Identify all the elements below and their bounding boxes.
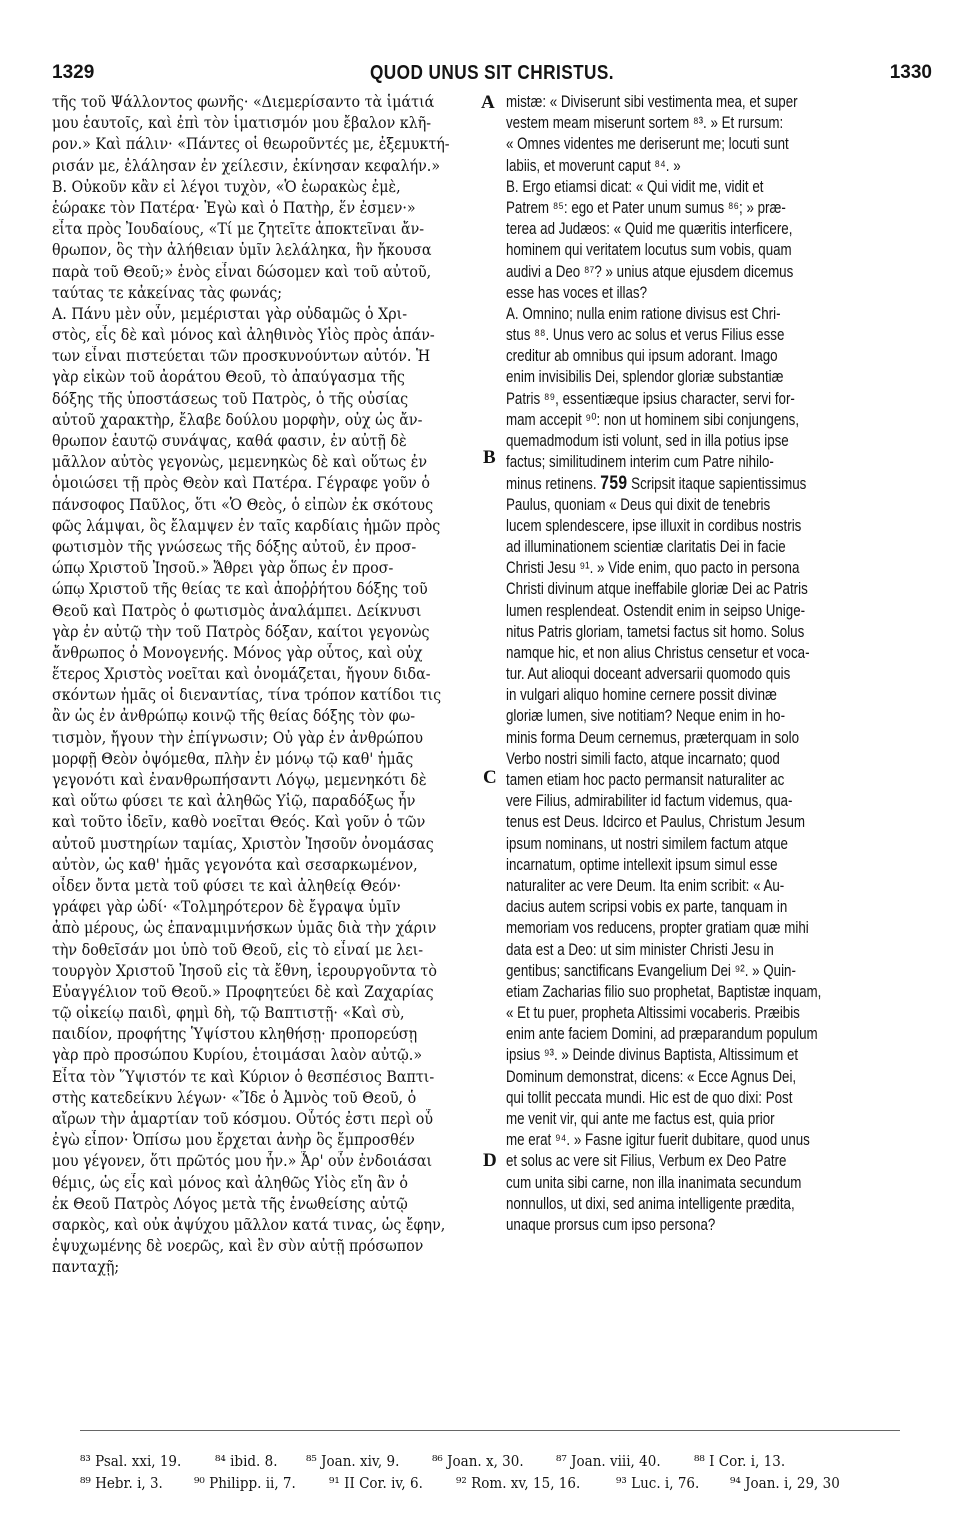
text-line-content: σαρκὸς, καὶ οὐκ ἀψύχου μᾶλλον κατά τινας, ὡς ἔφην, [52,1215,446,1234]
text-line [52,1109,480,1130]
footnotes-row-2 [80,1474,930,1492]
text-line [52,643,480,664]
text-line-content: παρὰ τοῦ Θεοῦ;» ἑνὸς εἶναι δώσομεν καὶ τοῦ αὐτοῦ, [52,262,432,281]
text-line-content: memoriam vos reducens, propter gratiam quæ mihi [506,919,809,938]
text-line-content: καὶ τοῦτο ἰδεῖν, καθὸ νοεῖται Θεός. Καὶ γοῦν ὁ τῶν [52,813,426,832]
text-line-content: σκόντων ἡμᾶς οἱ διεναντίας, τίνα τρόπον κατίδοι τις [52,686,442,705]
text-line-content: A. Omnino; nulla enim ratione divisus est Chri- [506,304,781,323]
margin-marker-b: B [483,447,496,468]
text-line [52,812,480,833]
text-line [52,558,480,579]
text-line [506,473,932,494]
footnote: ⁸⁷ Joan. viii, 40. [555,1452,661,1470]
text-line [52,749,480,770]
text-line-content: minus retinens. 759 Scripsit itaque sapientissimus [506,473,807,495]
text-line-content: « Omnes videntes me deriserunt me; locuti sunt [506,135,789,154]
text-line-content: μου γέγονεν, ὅτι πρῶτός μου ἦν.» Ἆρ' οὖν ἐνδοιάσαι [52,1152,433,1171]
footnote: ⁸⁴ ibid. 8. [214,1452,278,1470]
text-line-content: ἑώρακε τὸν Πατέρα· Ἐγὼ καὶ ὁ Πατὴρ, ἕν ἐσμεν·» [52,198,416,217]
text-line [52,262,480,283]
text-line [506,495,932,516]
text-line-content: ἐκ Θεοῦ Πατρὸς Λόγος μετὰ τῆς ἑνωθείσης αὐτῷ [52,1194,408,1213]
latin-column [506,92,932,1236]
text-line [506,622,932,643]
text-line [506,219,932,240]
text-line-content: mistæ: « Diviserunt sibi vestimenta mea, et super [506,93,798,111]
text-line-content: Patris ⁸⁹, essentiæque ipsius character, servi for- [506,389,795,408]
text-line-content: vestem meam miserunt sortem ⁸³. » Et rursum: [506,114,784,133]
text-line [506,1045,932,1066]
text-line [52,304,480,325]
text-line [506,346,932,367]
inline-page-number: 759 [600,473,628,495]
text-line [52,325,480,346]
text-line [52,1088,480,1109]
text-line [52,1130,480,1151]
footnote-rule [80,1430,900,1431]
text-line-content: ρον.» Καὶ πάλιν· «Πάντες οἱ θεωροῦντές με, ἐξεμυκτή- [52,135,450,154]
text-line [506,1173,932,1194]
text-line-content: τὴν δοθεῖσάν μοι ὑπὸ τοῦ Θεοῦ, εἰς τὸ εἶναί με λει- [52,940,424,959]
text-line [506,304,932,325]
text-line [52,1003,480,1024]
text-line [506,982,932,1003]
text-line-content: γράφει γὰρ ὡδί· «Τολμηρότερον δὲ ἔγραψα ὑμῖν [52,898,401,917]
text-line-content: τουργὸν Χριστοῦ Ἰησοῦ εἰς τὰ ἔθνη, ἱερουργοῦντα τὸ [52,961,437,980]
text-line-content: minis forma Deum cernemus, præterquam in solo [506,728,800,747]
text-line-content: Α. Πάνυ μὲν οὖν, μεμέρισται γὰρ οὐδαμῶς ὁ Χρι- [52,304,408,323]
text-line [52,537,480,558]
text-line-content: esse has voces et illas? [506,283,648,302]
text-line-content: μου ἑαυτοῖς, καὶ ἐπὶ τὸν ἱματισμόν μου ἔβαλον κλῆ- [52,114,432,133]
text-line-content: ώπῳ Χριστοῦ Ἰησοῦ.» Ἄθρει γὰρ ὅπως ἐν προσ- [52,559,394,578]
text-line [506,601,932,622]
text-line [506,643,932,664]
text-line-content: tamen etiam hoc pacto permansit naturaliter ac [506,771,785,789]
text-line [52,1067,480,1088]
text-line [52,516,480,537]
text-line-content: gloriæ lumen, sive notitiam? Neque enim in ho- [506,707,786,726]
text-line-content: in vulgari aliquo homine cernere possit divinæ [506,686,777,705]
text-line [52,982,480,1003]
text-line [52,728,480,749]
text-line-content: « Et tu puer, propheta Altissimi vocaberis. Præibis [506,1004,800,1023]
text-line-content: ad illuminationem scientiæ claritatis Dei in facie [506,537,786,556]
footnote: ⁸⁶ Joan. x, 30. [431,1452,524,1470]
text-line [506,961,932,982]
text-line [52,1024,480,1045]
margin-marker-c: C [483,767,497,788]
text-line-content: factus; similitudinem interim cum Patre nihilo- [506,453,774,472]
footnote: ⁸⁸ I Cor. i, 13. [693,1452,786,1470]
text-line-content: lumen resplendeat. Ostendit enim in seipso Unige- [506,601,806,620]
text-line-content: naturaliter ac vere Deum. Ita enim scribit: « Au- [506,876,785,895]
text-line-content: stus ⁸⁸. Unus vero ac solus et verus Filius esse [506,326,785,345]
text-line [52,1045,480,1066]
text-line-content: Christi Jesu ⁹¹. » Vide enim, quo pacto in persona [506,559,800,578]
text-line [52,198,480,219]
text-line [52,601,480,622]
text-line [506,1109,932,1130]
footnote: ⁸³ Psal. xxi, 19. [80,1452,182,1470]
text-line [506,240,932,261]
running-title: QUOD UNUS SIT CHRISTUS. [369,62,615,84]
text-line [52,1151,480,1172]
text-line-content: lucem splendescere, ipse illuxit in cordibus nostris [506,516,802,535]
page-header [52,62,932,88]
text-line [506,134,932,155]
text-line [52,410,480,431]
text-line-content: labiis, et moverunt caput ⁸⁴. » [506,156,681,175]
text-line [506,452,932,473]
text-line [52,1215,480,1236]
text-line [52,92,480,113]
text-line-content: θέμις, ὡς εἷς καὶ μόνος καὶ ἀληθῶς Υἱὸς εἴη ἂν ὁ [52,1173,409,1192]
text-line-content: ταύτας τε κἀκείνας τὰς φωνάς; [52,283,283,302]
text-line-content: στὴς κατεδείκνυ λέγων· «Ἴδε ὁ Ἀμνὸς τοῦ Θεοῦ, ὁ [52,1088,417,1107]
text-line [52,219,480,240]
text-line [52,240,480,261]
text-line-content: πανταχῇ; [52,1258,120,1277]
text-line [506,812,932,833]
page-number-right: 1330 [889,62,932,83]
text-line [506,177,932,198]
text-line-content: hominem qui veritatem locutus sum vobis, quam [506,241,792,260]
text-line-content: τῷ οἰκείῳ παιδὶ, φημὶ δὴ, τῷ Βαπτιστῇ· «Καὶ σὺ, [52,1004,405,1023]
text-line-content: τῆς τοῦ Ψάλλοντος φωνῆς· «Διεμερίσαντο τὰ ἱμάτιά [52,93,435,111]
text-line-content: data est a Deo: ut sim minister Christi Jesu in [506,940,774,959]
text-line-content: Εἶτα τὸν Ὕψιστόν τε καὶ Κύριον ὁ θεσπέσιος Βαπτι- [52,1067,435,1086]
text-line [506,918,932,939]
footnote: ⁹² Rom. xv, 15, 16. [455,1474,580,1492]
text-line [506,198,932,219]
text-line-content: mam accepit ⁹⁰: non ut hominem sibi conjungens, [506,410,800,429]
text-line [506,706,932,727]
text-line-content: ἐγὼ εἶπον· Ὀπίσω μου ἔρχεται ἀνὴρ ὃς ἔμπροσθέν [52,1131,415,1150]
text-line [52,473,480,494]
text-line-content: θρωπον ἑαυτῷ συνάψας, καθά φασιν, ἐν αὐτῇ δὲ [52,432,407,450]
text-line-content: gentibus; sanctificans Evangelium Dei ⁹². » Quin- [506,961,796,980]
text-line-content: οἶδεν ὄντα μετὰ τοῦ φύσει τε καὶ ἀληθείᾳ Θεόν· [52,876,402,895]
text-line [52,346,480,367]
text-line-content: αἴρων τὴν ἁμαρτίαν τοῦ κόσμου. Οὗτός ἐστι περὶ οὗ [52,1110,434,1128]
text-line-content: vere Filius, admirabiliter id factum videmus, qua- [506,792,793,811]
text-line-content: μορφῇ Θεὸν ὀψόμεθα, πλὴν ἐν μόνῳ τῷ καθ' ἡμᾶς [52,749,414,768]
text-line [506,1194,932,1215]
footnote: ⁹¹ II Cor. iv, 6. [329,1474,424,1492]
text-line [506,1024,932,1045]
text-line [52,283,480,304]
text-line-content: dacius autem scripsi vobis ex parte, tanquam in [506,898,788,917]
text-line [52,1194,480,1215]
text-line-content: Εὐαγγέλιον τοῦ Θεοῦ.» Προφητεύει δὲ καὶ Ζαχαρίας [52,982,434,1001]
text-line [52,706,480,727]
text-line [52,156,480,177]
text-line [506,1003,932,1024]
text-line [52,664,480,685]
text-line [506,1088,932,1109]
text-line [506,537,932,558]
text-line [506,431,932,452]
text-line [506,770,932,791]
text-line-content: παιδίον, προφήτης Ὑψίστου κληθήσῃ· προπορεύσῃ [52,1025,418,1044]
text-line-content: ἕτερος Χριστὸς νοεῖται καὶ ὀνομάζεται, ἤγουν διδα- [52,665,431,684]
text-line [52,113,480,134]
text-line [52,685,480,706]
text-line-content: enim ante faciem Domini, ad præparandum populum [506,1025,818,1044]
text-line-content: εἶτα πρὸς Ἰουδαίους, «Τί με ζητεῖτε ἀποκτεῖναι ἄν- [52,220,425,239]
text-line-content: ipsius ⁹³. » Deinde divinus Baptista, Altissimum et [506,1046,799,1065]
text-line-content: ρισάν με, ἐλάλησαν ἐν χείλεσιν, ἐκίνησαν κεφαλήν.» [52,156,441,175]
text-line [52,134,480,155]
text-line-content: enim invisibilis Dei, splendor gloriæ substantiæ [506,368,784,387]
text-line [506,685,932,706]
footnote: ⁹³ Luc. i, 76. [615,1474,699,1492]
text-line-content: αὐτοῦ μυστηρίων ταμίας, Χριστὸν Ἰησοῦν ὀνομάσας [52,834,434,853]
text-line [506,113,932,134]
text-line-content: Β. Οὐκοῦν κἂν εἰ λέγοι τυχὸν, «Ὁ ἑωρακὼς ἐμὲ, [52,177,401,196]
text-line-content: audivi a Deo ⁸⁷? » unius atque ejusdem dicemus [506,262,794,281]
text-line-content: B. Ergo etiamsi dicat: « Qui vidit me, vidit et [506,177,764,196]
text-line-content: Paulus, quoniam « Deus qui dixit de tenebris [506,495,771,514]
text-line-content: γὰρ πρὸ προσώπου Κυρίου, ἑτοιμάσαι λαὸν αὐτῷ.» [52,1046,423,1065]
text-line-content: qui tollit peccata mundi. Hic est de quo dixi: Post [506,1088,793,1107]
text-line-content: φῶς λάμψαι, ὃς ἔλαμψεν ἐν ταῖς καρδίαις ἡμῶν πρὸς [52,516,441,535]
text-line-content: ἐψυχωμένης δὲ νοερῶς, καὶ ἓν σὺν αὐτῇ πρόσωπον [52,1237,424,1256]
text-line-content: αὐτὸν, ὡς καθ' ἡμᾶς γεγονότα καὶ σεσαρκωμένον, [52,855,418,874]
text-line-content: tur. Aut alioqui doceant adversarii quomodo quis [506,665,791,684]
text-line-content: ἀπὸ μέρους, ὡς ἐπαναμιμνήσκων ὑμᾶς διὰ τὴν χάριν [52,919,437,938]
footnotes-row-1 [80,1452,930,1470]
text-line [52,940,480,961]
text-line [52,495,480,516]
text-line-content: ώπῳ Χριστοῦ τῆς θείας τε καὶ ἀποῤῥήτου δόξης τοῦ [52,580,428,599]
text-line [52,897,480,918]
text-line [52,579,480,600]
text-line-content: incarnatum, optime intellexit ipsum simul esse [506,855,778,874]
text-line [52,431,480,452]
text-line [52,389,480,410]
text-line-content: nonnullos, ut dixi, sed anima intelligente prædita, [506,1194,795,1213]
text-line-content: στὸς, εἷς δὲ καὶ μόνος καὶ ἀληθινὸς Υἱὸς πρὸς ἁπάν- [52,326,435,345]
text-line [52,1257,480,1278]
text-line-content: θρωπον, ὃς τὴν ἀλήθειαν ὑμῖν λελάληκα, ἣν ἤκουσα [52,241,432,260]
text-line [506,791,932,812]
page-number-left: 1329 [52,62,95,83]
text-line-content: terea ad Judæos: « Quid me quæritis interficere, [506,220,793,239]
text-line [506,897,932,918]
text-line-content: tenus est Deus. Idcirco et Paulus, Christum Jesum [506,813,806,832]
text-line-content: Christi divinum atque ineffabile gloriæ Dei ac Patris [506,580,808,599]
footnote: ⁸⁵ Joan. xiv, 9. [306,1452,400,1470]
text-line-content: creditur ab omnibus qui ipsum adorant. Imago [506,347,778,366]
footnote: ⁹⁰ Philipp. ii, 7. [194,1474,296,1492]
text-line [506,728,932,749]
text-line-content: me erat ⁹⁴. » Fasne igitur fuerit dubitare, quod unus [506,1131,810,1150]
text-line [506,579,932,600]
text-line [52,452,480,473]
text-line-content: namque hic, et non alius Christus censetur et voca- [506,643,810,662]
text-line [506,834,932,855]
greek-column [52,92,480,1279]
text-line-content: cum unita sibi carne, non illa inanimata secundum [506,1173,802,1192]
text-line-content: me venit vir, qui ante me factus est, quia prior [506,1110,775,1128]
text-line [506,1067,932,1088]
text-line-content: nitus Patris gloriam, tametsi factus sit homo. Solus [506,622,805,641]
text-line [52,918,480,939]
text-line [52,1236,480,1257]
text-line [506,749,932,770]
text-line-content: Patrem ⁸⁵: ego et Pater unum sumus ⁸⁶; » præ- [506,198,786,217]
text-line [506,1130,932,1151]
text-line [52,1173,480,1194]
text-line [506,92,932,113]
text-line [506,410,932,431]
text-line [506,876,932,897]
text-line [506,156,932,177]
text-line [506,389,932,410]
text-line-content: ὁμοιώσει τῇ πρὸς Θεὸν καὶ Πατέρα. Γέγραφε γοῦν ὁ [52,474,430,493]
text-line-content: γὰρ ἐν αὐτῷ τὴν τοῦ Πατρὸς δόξαν, καίτοι γεγονὼς [52,622,430,641]
footnote: ⁸⁹ Hebr. i, 3. [80,1474,163,1492]
margin-marker-a: A [481,92,495,113]
text-line [52,961,480,982]
text-line-content: πάνσοφος Παῦλος, ὅτι «Ὁ Θεὸς, ὁ εἰπὼν ἐκ σκότους [52,495,434,514]
text-line-content: φωτισμὸν τῆς γνώσεως τῆς δόξης αὐτοῦ, ἐν προσ- [52,537,417,556]
text-line [506,367,932,388]
text-line [506,516,932,537]
text-line [506,558,932,579]
text-line [506,855,932,876]
text-line [52,876,480,897]
text-line [52,791,480,812]
text-line-content: αὐτοῦ χαρακτὴρ, ἔλαβε δούλου μορφὴν, οὐχ ὡς ἄν- [52,410,423,429]
text-line [506,1215,932,1236]
text-line-content: et solus ac vere sit Filius, Verbum ex Deo Patre [506,1152,787,1171]
text-line [52,855,480,876]
footnote: ⁹⁴ Joan. i, 29, 30 [730,1474,840,1492]
margin-marker-d: D [483,1150,497,1171]
text-line [52,177,480,198]
text-line-content: Dominum demonstrat, dicens: « Ecce Agnus Dei, [506,1067,797,1086]
text-line [52,770,480,791]
text-line-content: etiam Zacharias filio suo prophetat, Baptistæ inquam, [506,982,822,1001]
text-line [506,262,932,283]
text-line [506,940,932,961]
text-line-content: ipsum nominans, ut nostri similem factum atque [506,834,788,853]
text-line-content: μᾶλλον αὐτὸς γεγονὼς, μεμενηκὼς δὲ καὶ οὕτως ἐν [52,453,428,472]
text-line-content: ἄνθρωπος ὁ Μονογενής. Μόνος γὰρ οὗτος, καὶ οὐχ [52,643,423,662]
text-line-content: unaque prorsus cum ipso persona? [506,1215,716,1234]
text-line-content: των εἶναι πιστεύεται τῶν προσκυνούντων αὐτόν. Ἡ [52,347,431,366]
text-line-content: γεγονότι καὶ ἐνανθρωπήσαντι Λόγῳ, μεμενηκότι δὲ [52,771,427,789]
text-line [52,622,480,643]
text-line [52,834,480,855]
text-line [506,1151,932,1172]
text-line-content: quemadmodum isti volunt, sed in illa potius ipse [506,432,789,450]
text-line-content: Θεοῦ καὶ Πατρὸς ὁ φωτισμὸς ἀναλάμπει. Δείκνυσι [52,601,422,620]
text-line-content: Verbo nostri simili facto, atque incarnato; quod [506,749,780,768]
text-line [506,325,932,346]
text-line-content: καὶ οὕτω φύσει τε καὶ ἀληθῶς Υἱῷ, παραδόξως ἦν [52,792,416,811]
text-line-content: τισμὸν, ἤγουν τὴν ἐπίγνωσιν; Οὐ γὰρ ἐν ἀνθρώπου [52,728,424,747]
text-line [52,367,480,388]
text-line [506,283,932,304]
text-line-content: ἂν ὡς ἐν ἀνθρώπῳ κοινῷ τῆς θείας δόξης τὸν φω- [52,707,416,726]
text-line-content: δόξης τῆς ὑποστάσεως τοῦ Πατρὸς, ὁ τῆς οὐσίας [52,389,409,408]
text-line [506,664,932,685]
text-line-content: γὰρ εἰκὼν τοῦ ἀοράτου Θεοῦ, τὸ ἀπαύγασμα τῆς [52,368,405,387]
